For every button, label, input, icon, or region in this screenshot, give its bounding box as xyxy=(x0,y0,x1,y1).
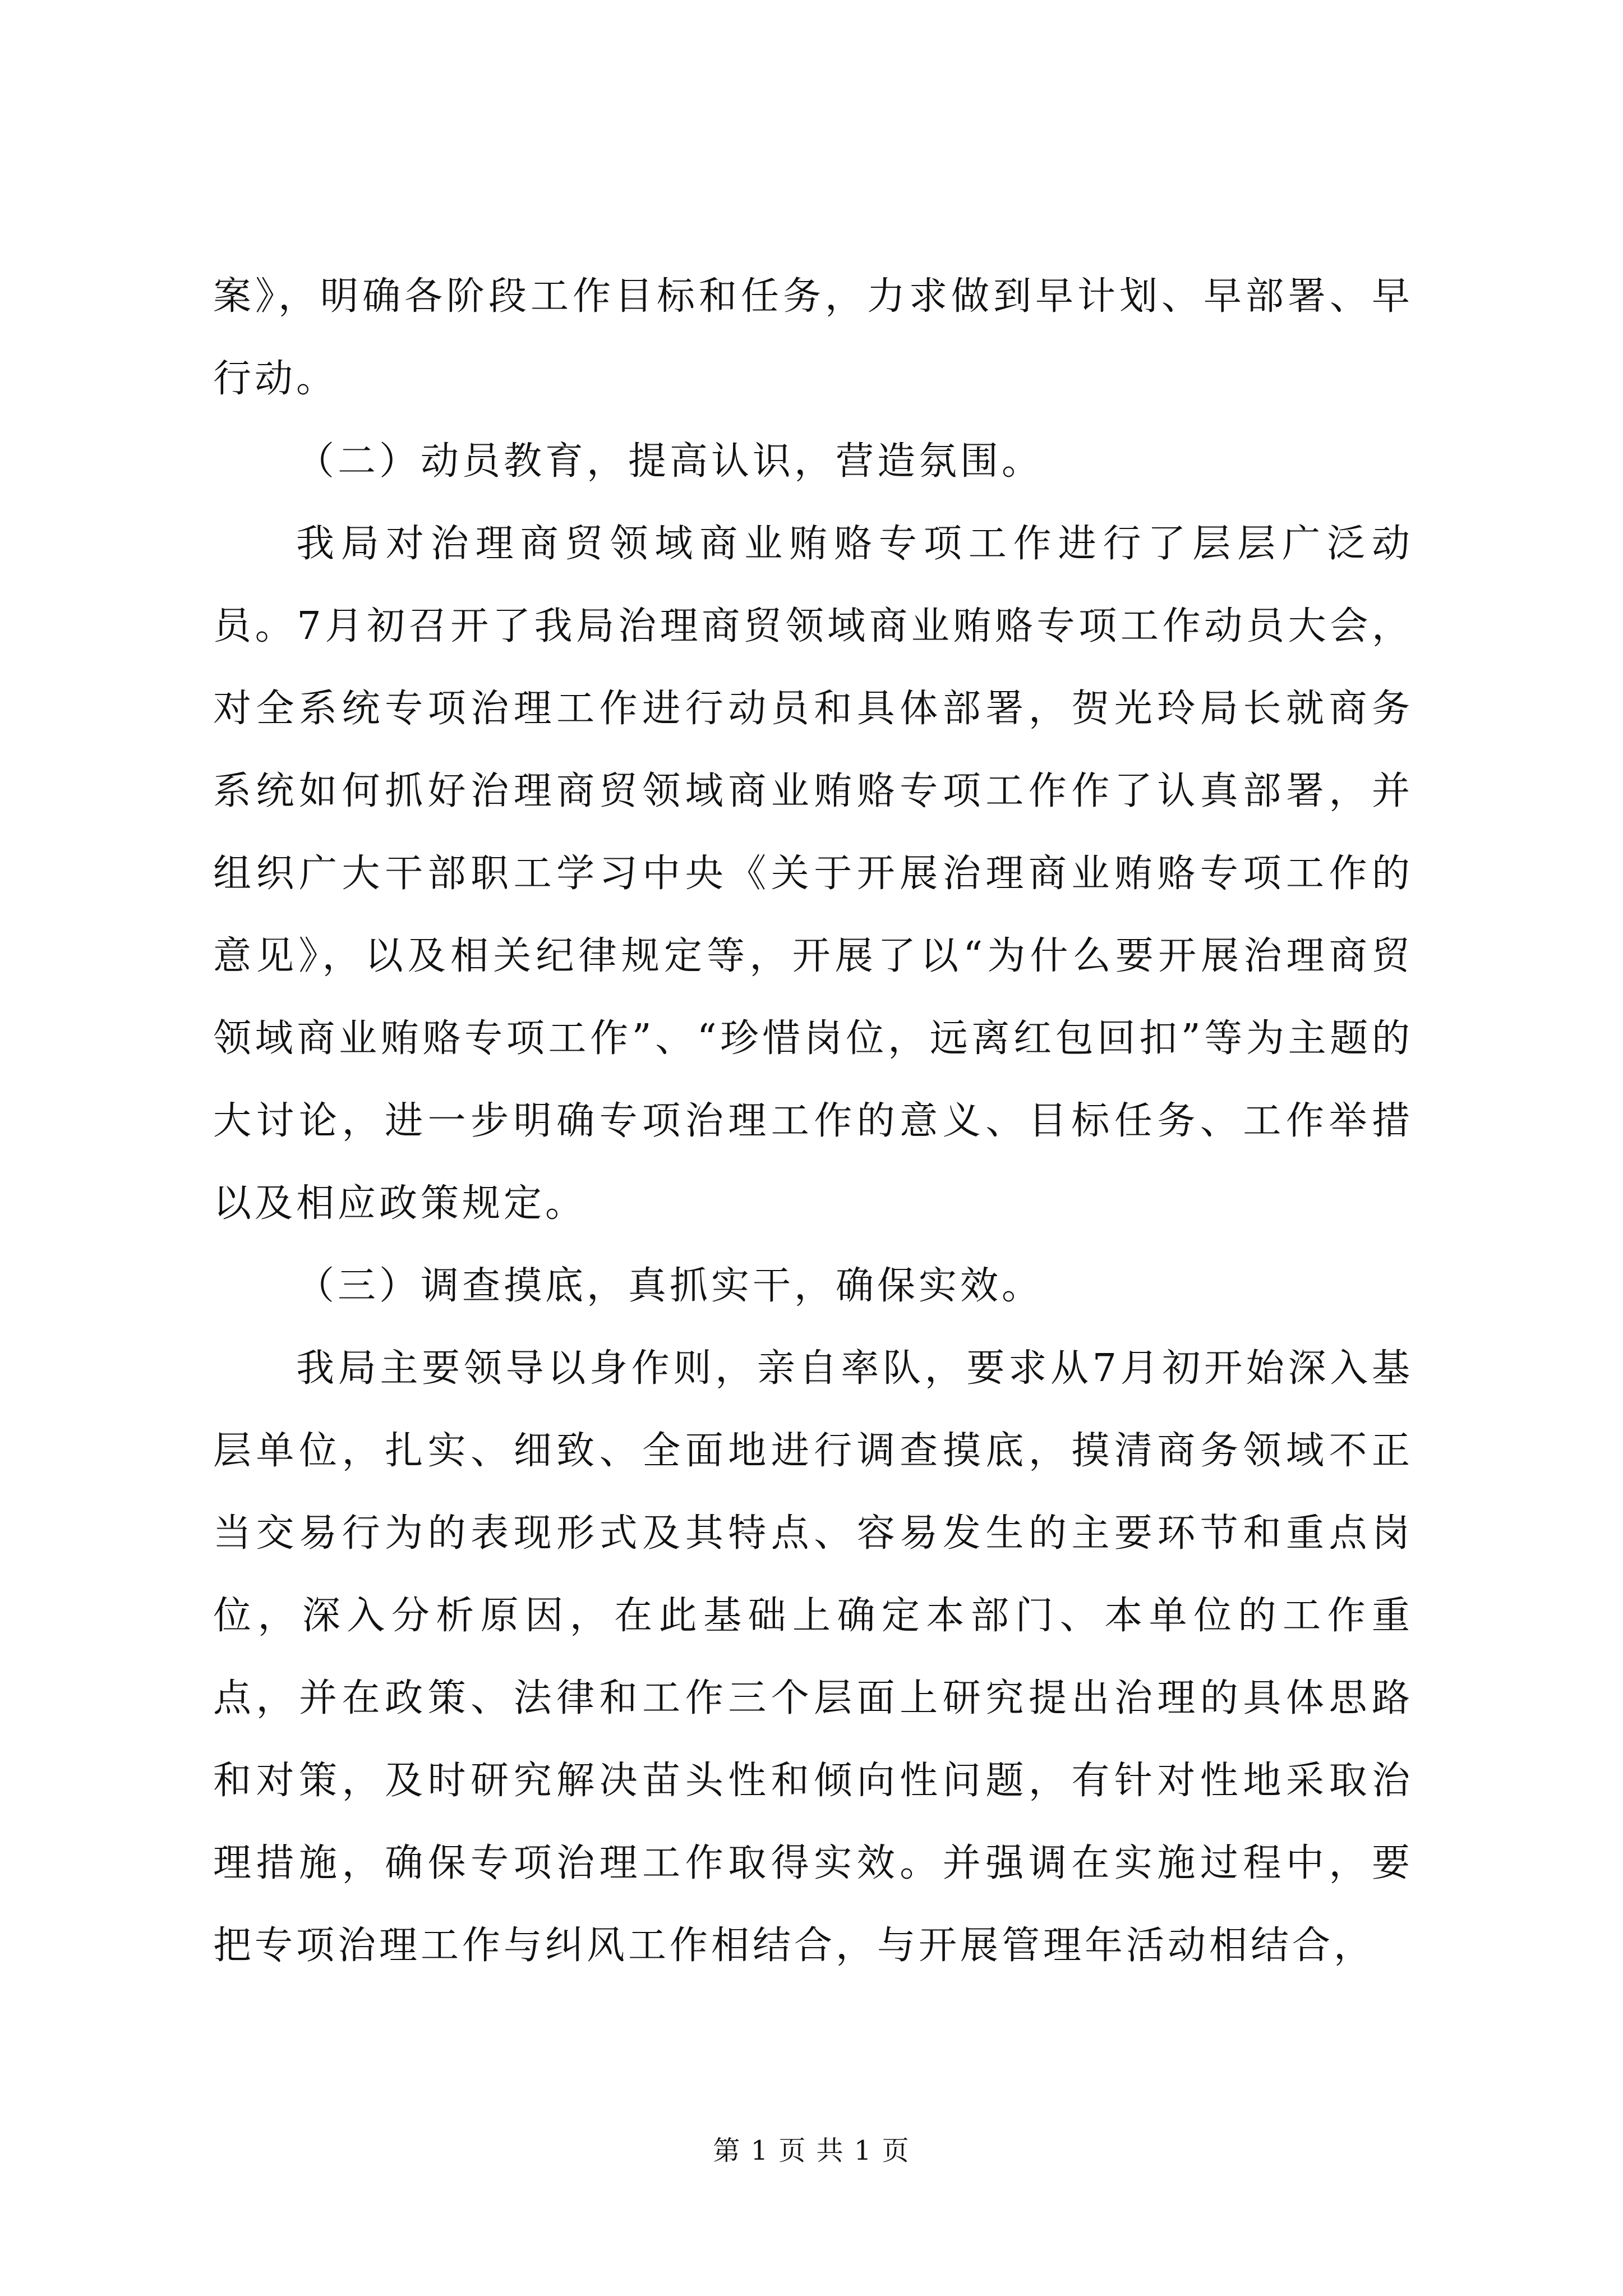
paragraph-2: 我局对治理商贸领域商业贿赂专项工作进行了层层广泛动员。7月初召开了我局治理商贸领域商业贿赂专项工作动员大会，对全系统专项治理工作进行动员和具体部署，贺光玲局长就商务系统如何抓好治理商贸领域商业贿赂专项工作作了认真部署，并组织广大干部职工学习中央《关于开展治理商业贿赂专项工作的意见》，以及相关纪律规定等，开展了以“为什么要开展治理商贸领域商业贿赂专项工作”、“珍惜岗位，远离红包回扣”等为主题的大讨论，进一步明确专项治理工作的意义、目标任务、工作举措以及相应政策规定。 xyxy=(213,522,1414,1226)
page-footer: 第 1 页 共 1 页 xyxy=(713,2135,910,2166)
section-heading-3: （三）调查摸底，真抓实干，确保实效。 xyxy=(296,1264,1044,1308)
section-heading-2: （二）动员教育，提高认识，营造氛围。 xyxy=(296,439,1044,484)
paragraph-3: 我局主要领导以身作则，亲自率队，要求从7月初开始深入基层单位，扎实、细致、全面地进行调查摸底，摸清商务领域不正当交易行为的表现形式及其特点、容易发生的主要环节和重点岗位，深入分析原因，在此基础上确定本部门、本单位的工作重点，并在政策、法律和工作三个层面上研究提出治理的具体思路和对策，及时研究解决苗头性和倾向性问题，有针对性地采取治理措施，确保专项治理工作取得实效。并强调在实施过程中，要把专项治理工作与纠风工作相结合，与开展管理年活动相结合， xyxy=(213,1346,1413,1968)
body-text xyxy=(213,255,1413,1987)
paragraph-1: 案》，明确各阶段工作目标和任务，力求做到早计划、早部署、早行动。 xyxy=(213,274,1413,401)
